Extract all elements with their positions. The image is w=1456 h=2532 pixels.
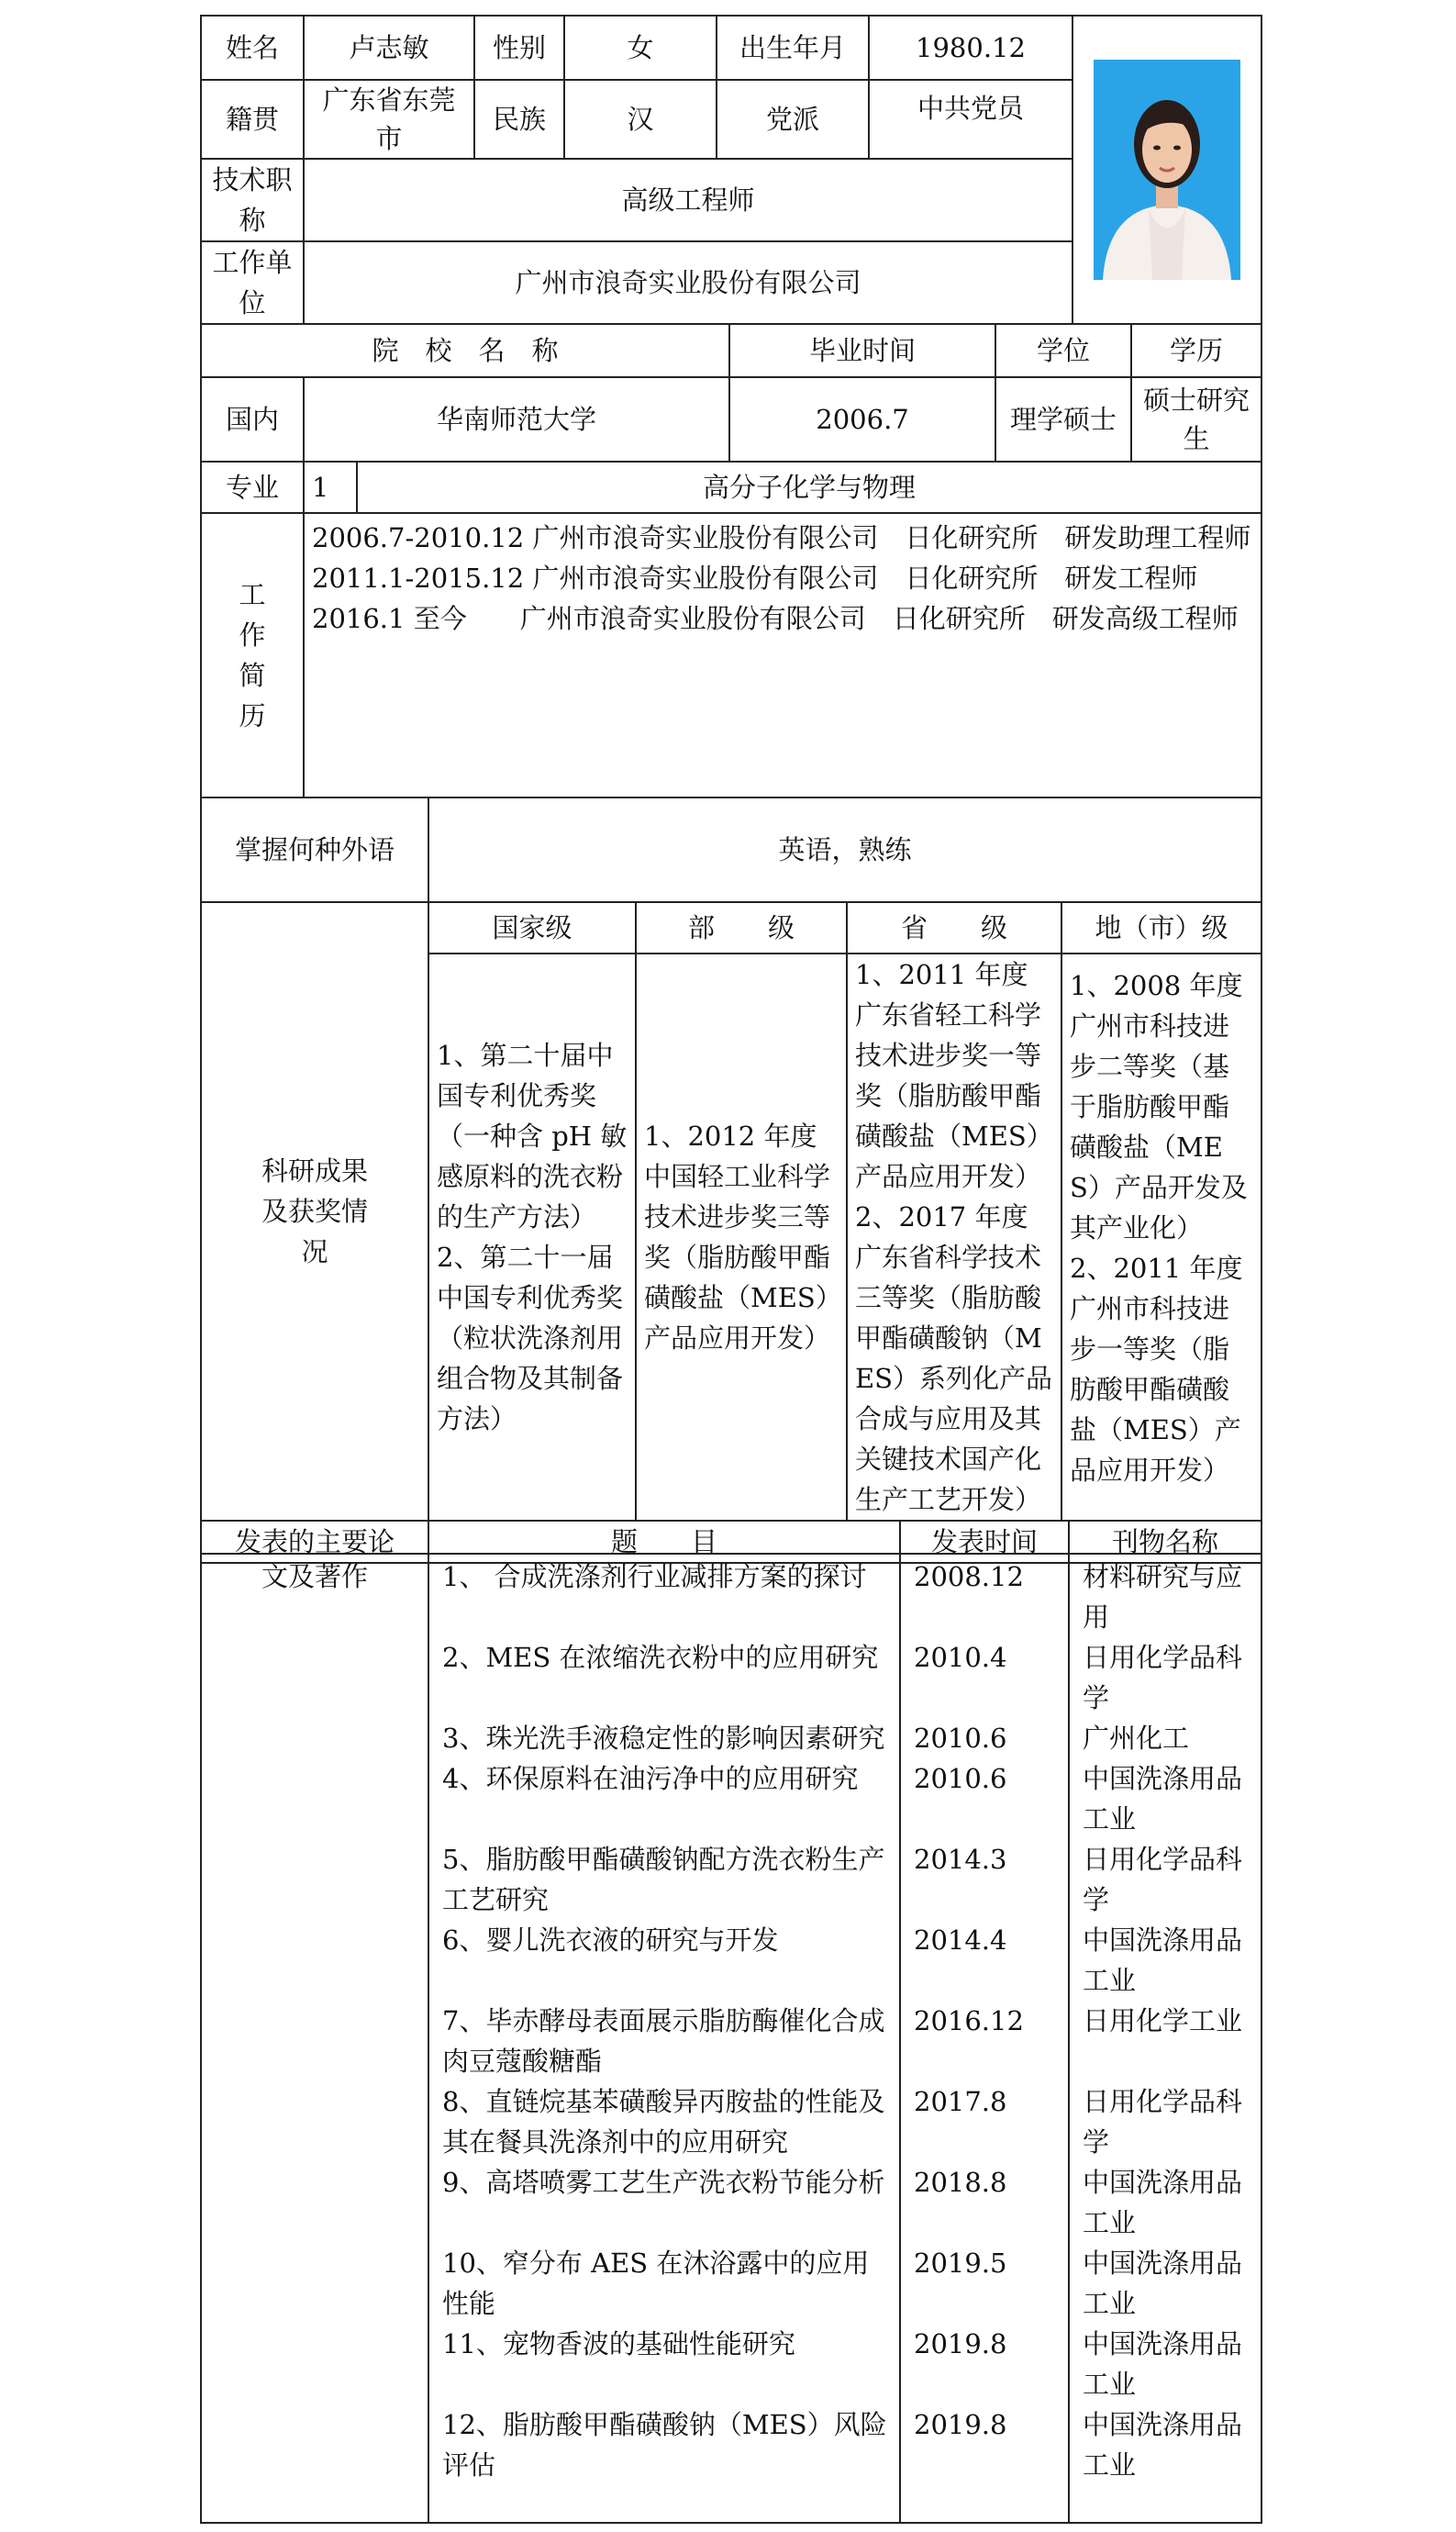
pub-journal: 中国洗涤用品工业	[1083, 2409, 1243, 2481]
pub-journal: 日用化学品科学	[1083, 1844, 1243, 1915]
pub-journal: 中国洗涤用品工业	[1083, 1763, 1243, 1835]
origin-value: 广东省东莞市	[304, 80, 474, 159]
pub-time: 2019.8	[914, 2409, 1007, 2440]
pub-journal: 中国洗涤用品工业	[1083, 1924, 1243, 1996]
publications-section	[200, 1553, 1261, 2524]
pub-time: 2010.6	[914, 1763, 1007, 1794]
portrait-image	[1094, 60, 1240, 280]
major-table	[200, 461, 1262, 514]
awards-header-ministry: 部 级	[636, 902, 847, 954]
major-index: 1	[304, 462, 357, 513]
party-value: 中共党员	[869, 80, 1073, 159]
language-value: 英语，熟练	[428, 798, 1261, 902]
pub-time: 2019.5	[914, 2248, 1007, 2279]
awards-table	[200, 901, 1262, 1522]
awards-label: 科研成果及获奖情况	[201, 902, 428, 1521]
edu-header-record: 学历	[1131, 324, 1261, 377]
education-table	[200, 323, 1262, 463]
employer-value: 广州市浪奇实业股份有限公司	[304, 241, 1073, 324]
pub-journal: 日用化学品科学	[1083, 2086, 1243, 2158]
pub-time: 2018.8	[914, 2167, 1007, 2198]
pub-title: 6、婴儿洗衣液的研究与开发	[442, 1924, 779, 1956]
pub-time: 2016.12	[914, 2005, 1024, 2036]
edu-record: 硕士研究生	[1131, 377, 1261, 462]
major-value: 高分子化学与物理	[357, 462, 1261, 513]
pub-title: 1、 合成洗涤剂行业减排方案的探讨	[442, 1561, 867, 1592]
personal-info-table	[200, 15, 1262, 325]
ethnicity-label: 民族	[474, 80, 564, 159]
photo-cell	[1073, 16, 1261, 324]
name-value: 卢志敏	[304, 16, 474, 80]
pub-journal: 中国洗涤用品工业	[1083, 2328, 1243, 2400]
pub-journals-column	[1069, 1554, 1261, 2523]
pub-journal: 中国洗涤用品工业	[1083, 2167, 1243, 2238]
awards-header-national: 国家级	[428, 902, 636, 954]
publications-label-part2: 文及著作	[201, 1554, 428, 2523]
edu-school: 华南师范大学	[304, 377, 729, 462]
title-label: 技术职称	[201, 159, 304, 241]
employer-label: 工作单位	[201, 241, 304, 324]
pub-header-journal: 刊物名称	[1069, 1521, 1261, 1563]
awards-header-province: 省 级	[847, 902, 1061, 954]
party-label: 党派	[717, 80, 869, 159]
origin-label: 籍贯	[201, 80, 304, 159]
major-label: 专业	[201, 462, 304, 513]
pub-journal: 日用化学工业	[1083, 2005, 1243, 2036]
portrait-photo	[1094, 60, 1240, 280]
pub-title: 12、脂肪酸甲酯磺酸钠（MES）风险评估	[442, 2409, 887, 2481]
edu-header-degree: 学位	[995, 324, 1131, 377]
pub-title: 11、宠物香波的基础性能研究	[442, 2328, 795, 2359]
work-history-table	[200, 512, 1262, 798]
publications-label-part1: 发表的主要论	[201, 1521, 428, 1563]
awards-city: 1、2008 年度广州市科技进步二等奖（基于脂肪酸甲酯磺酸盐（MES）产品开发及其产业化） 2、2011 年度广州市科技进步一等奖（脂肪酸甲酯磺酸盐（MES）产品应用开发）	[1061, 954, 1261, 1521]
pub-time: 2014.4	[914, 1924, 1007, 1956]
gender-label: 性别	[474, 16, 564, 80]
gender-value: 女	[564, 16, 717, 80]
pub-title: 7、毕赤酵母表面展示脂肪酶催化合成肉豆蔻酸糖酯	[442, 2005, 885, 2077]
pub-header-time: 发表时间	[900, 1521, 1069, 1563]
work-label: 工作简历	[201, 513, 304, 798]
pub-title: 4、环保原料在油污净中的应用研究	[442, 1763, 859, 1794]
work-entry: 2006.7-2010.12 广州市浪奇实业股份有限公司 日化研究所 研发助理工程师	[312, 522, 1251, 553]
pub-time: 2010.6	[914, 1723, 1007, 1754]
pub-times-column	[900, 1554, 1069, 2523]
pub-journal: 中国洗涤用品工业	[1083, 2248, 1243, 2319]
language-label: 掌握何种外语	[201, 798, 428, 902]
pub-title: 10、窄分布 AES 在沐浴露中的应用性能	[442, 2248, 870, 2319]
pub-titles-column	[428, 1554, 900, 2523]
pub-time: 2014.3	[914, 1844, 1007, 1875]
pub-journal: 材料研究与应用	[1083, 1561, 1243, 1633]
awards-province: 1、2011 年度广东省轻工科学技术进步奖一等奖（脂肪酸甲酯磺酸盐（MES）产品应用开发） 2、2017 年度广东省科学技术三等奖（脂肪酸甲酯磺酸钠（MES）系列化产品合成与应用及其关键技术国产化生产工艺开发）	[847, 954, 1061, 1521]
pub-title: 3、珠光洗手液稳定性的影响因素研究	[442, 1723, 885, 1754]
pub-title: 8、直链烷基苯磺酸异丙胺盐的性能及其在餐具洗涤剂中的应用研究	[442, 2086, 885, 2158]
birth-label: 出生年月	[717, 16, 869, 80]
pub-time: 2017.8	[914, 2086, 1007, 2117]
edu-grad-time: 2006.7	[729, 377, 995, 462]
pub-title: 5、脂肪酸甲酯磺酸钠配方洗衣粉生产工艺研究	[442, 1844, 885, 1915]
pub-time: 2008.12	[914, 1561, 1024, 1592]
pub-time: 2010.4	[914, 1642, 1007, 1673]
work-entry: 2016.1 至今 广州市浪奇实业股份有限公司 日化研究所 研发高级工程师	[312, 603, 1239, 634]
birth-value: 1980.12	[869, 16, 1073, 80]
ethnicity-value: 汉	[564, 80, 717, 159]
edu-region: 国内	[201, 377, 304, 462]
pub-time: 2019.8	[914, 2328, 1007, 2359]
language-table	[200, 797, 1262, 903]
awards-ministry: 1、2012 年度中国轻工业科学技术进步奖三等奖（脂肪酸甲酯磺酸盐（MES）产品应用开发）	[636, 954, 847, 1521]
pub-title: 9、高塔喷雾工艺生产洗衣粉节能分析	[442, 2167, 885, 2198]
name-label: 姓名	[201, 16, 304, 80]
awards-national: 1、第二十届中国专利优秀奖（一种含 pH 敏感原料的洗衣粉的生产方法） 2、第二十一届中国专利优秀奖（粒状洗涤剂用组合物及其制备方法）	[428, 954, 636, 1521]
resume-form	[200, 15, 1261, 1564]
pub-header-title: 题 目	[428, 1521, 900, 1563]
edu-header-school: 院 校 名 称	[201, 324, 729, 377]
edu-header-grad-time: 毕业时间	[729, 324, 995, 377]
work-entries	[304, 513, 1261, 798]
title-value: 高级工程师	[304, 159, 1073, 241]
pub-journal: 广州化工	[1083, 1723, 1190, 1754]
pub-title: 2、MES 在浓缩洗衣粉中的应用研究	[442, 1642, 879, 1673]
edu-degree: 理学硕士	[995, 377, 1131, 462]
pub-journal: 日用化学品科学	[1083, 1642, 1243, 1713]
awards-header-city: 地（市）级	[1061, 902, 1261, 954]
work-entry: 2011.1-2015.12 广州市浪奇实业股份有限公司 日化研究所 研发工程师	[312, 563, 1198, 594]
publications-table	[200, 1553, 1262, 2524]
